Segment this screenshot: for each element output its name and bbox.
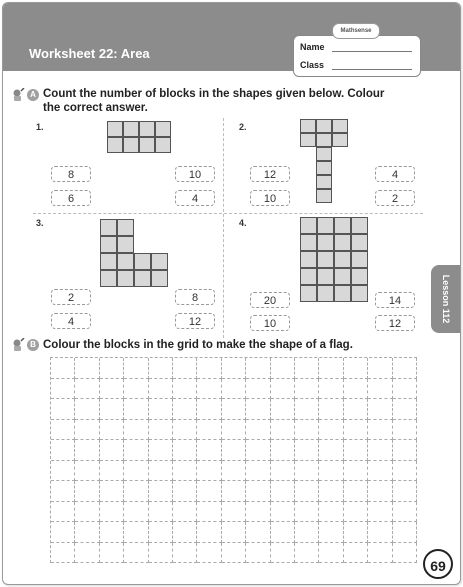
grid-cell[interactable] (51, 543, 75, 564)
grid-cell[interactable] (124, 502, 148, 523)
grid-cell[interactable] (149, 420, 173, 441)
grid-cell[interactable] (271, 358, 295, 379)
worksheet-title: Worksheet 22: Area (29, 46, 150, 61)
grid-cell[interactable] (271, 461, 295, 482)
grid-cell[interactable] (51, 358, 75, 379)
grid-cell[interactable] (197, 358, 221, 379)
grid-cell[interactable] (271, 481, 295, 502)
grid-cell[interactable] (271, 522, 295, 543)
problem-1-number: 1. (36, 122, 44, 132)
grid-cell[interactable] (149, 379, 173, 400)
grid-cell[interactable] (124, 440, 148, 461)
grid-cell[interactable] (222, 358, 246, 379)
grid-cell[interactable] (75, 379, 99, 400)
problem-1-option-2[interactable]: 10 (175, 166, 215, 182)
grid-cell[interactable] (295, 543, 319, 564)
grid-cell[interactable] (246, 379, 270, 400)
problem-3-option-4[interactable]: 12 (175, 313, 215, 329)
grid-cell[interactable] (173, 502, 197, 523)
problem-2-number: 2. (239, 122, 247, 132)
grid-cell[interactable] (393, 358, 417, 379)
grid-cell[interactable] (149, 399, 173, 420)
grid-cell[interactable] (295, 481, 319, 502)
problem-1-option-1[interactable]: 8 (51, 166, 91, 182)
grid-cell[interactable] (173, 399, 197, 420)
grid-cell[interactable] (295, 522, 319, 543)
grid-cell[interactable] (319, 461, 343, 482)
grid-cell[interactable] (368, 522, 392, 543)
grid-cell[interactable] (51, 420, 75, 441)
grid-cell[interactable] (319, 522, 343, 543)
grid-cell[interactable] (222, 461, 246, 482)
grid-cell[interactable] (51, 379, 75, 400)
grid-cell[interactable] (344, 358, 368, 379)
grid-cell[interactable] (173, 461, 197, 482)
name-class-box (293, 35, 421, 77)
grid-cell[interactable] (197, 420, 221, 441)
problem-3-number: 3. (36, 218, 44, 228)
grid-cell[interactable] (173, 543, 197, 564)
grid-cell[interactable] (149, 440, 173, 461)
grid-cell[interactable] (344, 543, 368, 564)
grid-cell[interactable] (124, 379, 148, 400)
grid-cell[interactable] (393, 399, 417, 420)
grid-cell[interactable] (75, 399, 99, 420)
grid-cell[interactable] (124, 461, 148, 482)
grid-cell[interactable] (271, 440, 295, 461)
grid-cell[interactable] (100, 358, 124, 379)
grid-cell[interactable] (149, 461, 173, 482)
grid-cell[interactable] (344, 461, 368, 482)
grid-cell[interactable] (368, 358, 392, 379)
grid-cell[interactable] (197, 481, 221, 502)
grid-cell[interactable] (246, 440, 270, 461)
grid-cell[interactable] (173, 522, 197, 543)
problem-3-option-1[interactable]: 2 (51, 289, 91, 305)
grid-cell[interactable] (344, 522, 368, 543)
brand-logo: Mathsense (332, 23, 380, 39)
grid-cell[interactable] (368, 502, 392, 523)
grid-cell[interactable] (368, 461, 392, 482)
grid-cell[interactable] (393, 502, 417, 523)
problem-2-option-3[interactable]: 10 (250, 190, 290, 206)
grid-cell[interactable] (173, 420, 197, 441)
problem-4-option-3[interactable]: 10 (250, 315, 290, 331)
lesson-tab-label: Lesson 112 (440, 274, 451, 324)
grid-cell[interactable] (149, 522, 173, 543)
grid-cell[interactable] (246, 522, 270, 543)
grid-cell[interactable] (271, 543, 295, 564)
grid-cell[interactable] (222, 522, 246, 543)
section-b-instruction: Colour the blocks in the grid to make the shape of a flag. (43, 339, 353, 351)
grid-cell[interactable] (51, 399, 75, 420)
problem-4-option-1[interactable]: 20 (250, 292, 290, 308)
grid-cell[interactable] (246, 481, 270, 502)
grid-cell[interactable] (124, 420, 148, 441)
grid-cell[interactable] (197, 399, 221, 420)
grid-cell[interactable] (51, 461, 75, 482)
grid-cell[interactable] (271, 420, 295, 441)
grid-cell[interactable] (100, 379, 124, 400)
problem-2-option-1[interactable]: 12 (250, 166, 290, 182)
grid-cell[interactable] (393, 522, 417, 543)
grid-cell[interactable] (271, 502, 295, 523)
class-label: Class (300, 60, 325, 70)
problem-4-number: 4. (239, 218, 247, 228)
page-number: 69 (423, 549, 453, 579)
grid-cell[interactable] (173, 358, 197, 379)
grid-cell[interactable] (124, 358, 148, 379)
grid-cell[interactable] (368, 440, 392, 461)
problem-4-option-2[interactable]: 14 (375, 292, 415, 308)
grid-cell[interactable] (295, 461, 319, 482)
pencil-kid-icon (11, 88, 25, 102)
pencil-kid-icon (11, 338, 25, 352)
grid-cell[interactable] (100, 502, 124, 523)
grid-cell[interactable] (149, 358, 173, 379)
grid-cell[interactable] (393, 543, 417, 564)
grid-cell[interactable] (295, 379, 319, 400)
grid-cell[interactable] (124, 399, 148, 420)
grid-cell[interactable] (368, 379, 392, 400)
grid-cell[interactable] (344, 399, 368, 420)
section-a-instruction: Count the number of blocks in the shapes given below. Colour the correct answer. (43, 88, 385, 114)
grid-cell[interactable] (197, 440, 221, 461)
grid-cell[interactable] (197, 461, 221, 482)
grid-cell[interactable] (149, 502, 173, 523)
grid-cell[interactable] (393, 481, 417, 502)
grid-cell[interactable] (295, 502, 319, 523)
worksheet-page (2, 2, 461, 585)
problem-4-option-4[interactable]: 12 (375, 315, 415, 331)
grid-cell[interactable] (295, 420, 319, 441)
grid-cell[interactable] (295, 399, 319, 420)
name-line[interactable] (332, 51, 412, 52)
grid-cell[interactable] (222, 543, 246, 564)
grid-cell[interactable] (75, 461, 99, 482)
grid-cell[interactable] (100, 440, 124, 461)
problem-2-option-2[interactable]: 4 (375, 166, 415, 182)
grid-cell[interactable] (51, 481, 75, 502)
grid-cell[interactable] (319, 358, 343, 379)
horizontal-divider (33, 213, 423, 214)
grid-cell[interactable] (222, 481, 246, 502)
grid-cell[interactable] (124, 522, 148, 543)
name-label: Name (300, 42, 325, 52)
grid-cell[interactable] (295, 440, 319, 461)
grid-cell[interactable] (100, 420, 124, 441)
grid-cell[interactable] (246, 420, 270, 441)
grid-cell[interactable] (100, 522, 124, 543)
grid-cell[interactable] (173, 481, 197, 502)
grid-cell[interactable] (246, 461, 270, 482)
grid-cell[interactable] (222, 399, 246, 420)
grid-cell[interactable] (246, 543, 270, 564)
grid-cell[interactable] (197, 502, 221, 523)
grid-cell[interactable] (319, 481, 343, 502)
flag-colouring-grid[interactable] (50, 357, 417, 563)
grid-cell[interactable] (197, 522, 221, 543)
grid-cell[interactable] (271, 379, 295, 400)
section-b-badge: B (27, 339, 39, 351)
grid-cell[interactable] (344, 379, 368, 400)
lesson-tab (431, 265, 460, 333)
grid-cell[interactable] (75, 420, 99, 441)
grid-cell[interactable] (344, 481, 368, 502)
grid-cell[interactable] (368, 399, 392, 420)
problem-1-option-3[interactable]: 6 (51, 190, 91, 206)
grid-cell[interactable] (124, 543, 148, 564)
grid-cell[interactable] (100, 461, 124, 482)
grid-cell[interactable] (344, 420, 368, 441)
grid-cell[interactable] (344, 440, 368, 461)
grid-cell[interactable] (393, 440, 417, 461)
problem-3-option-2[interactable]: 8 (175, 289, 215, 305)
grid-cell[interactable] (319, 420, 343, 441)
grid-cell[interactable] (173, 440, 197, 461)
grid-cell[interactable] (197, 379, 221, 400)
grid-cell[interactable] (246, 502, 270, 523)
grid-cell[interactable] (173, 379, 197, 400)
grid-cell[interactable] (246, 358, 270, 379)
grid-cell[interactable] (271, 399, 295, 420)
grid-cell[interactable] (75, 440, 99, 461)
grid-cell[interactable] (368, 481, 392, 502)
grid-cell[interactable] (51, 522, 75, 543)
class-line[interactable] (332, 69, 412, 70)
grid-cell[interactable] (51, 502, 75, 523)
grid-cell[interactable] (149, 481, 173, 502)
grid-cell[interactable] (100, 399, 124, 420)
grid-cell[interactable] (75, 502, 99, 523)
grid-cell[interactable] (319, 502, 343, 523)
grid-cell[interactable] (319, 440, 343, 461)
grid-cell[interactable] (222, 502, 246, 523)
grid-cell[interactable] (222, 420, 246, 441)
grid-cell[interactable] (246, 399, 270, 420)
problem-2-option-4[interactable]: 2 (375, 190, 415, 206)
grid-cell[interactable] (75, 358, 99, 379)
grid-cell[interactable] (393, 379, 417, 400)
grid-cell[interactable] (149, 543, 173, 564)
grid-cell[interactable] (222, 440, 246, 461)
problem-3-option-3[interactable]: 4 (51, 313, 91, 329)
grid-cell[interactable] (393, 420, 417, 441)
grid-cell[interactable] (100, 543, 124, 564)
grid-cell[interactable] (124, 481, 148, 502)
vertical-divider (223, 118, 224, 338)
grid-cell[interactable] (75, 543, 99, 564)
grid-cell[interactable] (368, 420, 392, 441)
grid-cell[interactable] (344, 502, 368, 523)
problem-1-option-4[interactable]: 4 (175, 190, 215, 206)
grid-cell[interactable] (75, 522, 99, 543)
grid-cell[interactable] (197, 543, 221, 564)
grid-cell[interactable] (51, 440, 75, 461)
grid-cell[interactable] (319, 543, 343, 564)
grid-cell[interactable] (222, 379, 246, 400)
grid-cell[interactable] (393, 461, 417, 482)
grid-cell[interactable] (319, 399, 343, 420)
grid-cell[interactable] (295, 358, 319, 379)
grid-cell[interactable] (319, 379, 343, 400)
section-a-badge: A (27, 89, 39, 101)
grid-cell[interactable] (368, 543, 392, 564)
grid-cell[interactable] (100, 481, 124, 502)
grid-cell[interactable] (75, 481, 99, 502)
